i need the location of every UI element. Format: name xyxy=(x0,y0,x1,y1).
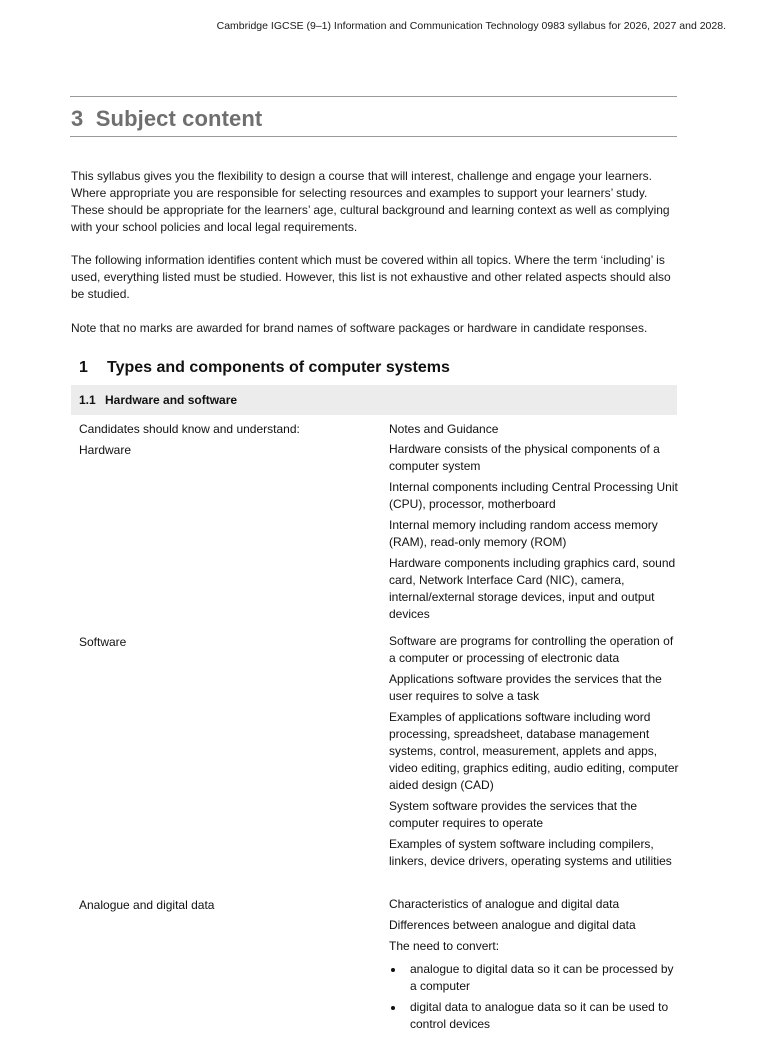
note-item: Hardware components including graphics card, sound card, Network Interface Card (NIC), camera, internal/external storage devices, input and output devices xyxy=(389,556,676,621)
note-item: Hardware consists of the physical components of a computer system xyxy=(389,442,660,473)
chapter-title xyxy=(71,106,262,132)
bullet-list xyxy=(389,961,679,1033)
section-title: Types and components of computer systems xyxy=(107,359,450,376)
note-item: Software are programs for controlling the operation of a computer or processing of electronic data xyxy=(389,634,674,665)
column-header-candidates: Candidates should know and understand: xyxy=(79,422,300,436)
notes-software xyxy=(389,633,679,874)
note-item: Examples of applications software including word processing, spreadsheet, database management systems, control, measurement, applets and apps, video editing, graphics editing, audio editing, computer aided design (CAD) xyxy=(389,710,679,792)
intro-paragraph-1: This syllabus gives you the flexibility to design a course that will interest, challenge and engage your learners. Where appropriate you are responsible for selecting resources and examples to support your learners’ study. These should be appropriate for the learners’ age, cultural background and learning context as well as complying with your school policies and local legal requirements. xyxy=(71,169,670,234)
section-number: 1 xyxy=(79,359,88,376)
note-item: Characteristics of analogue and digital data xyxy=(389,897,620,911)
running-header: Cambridge IGCSE (9–1) Information and Communication Technology 0983 syllabus for 2026, 2027 and 2028. xyxy=(216,20,726,32)
note-item: Internal memory including random access memory (RAM), read-only memory (ROM) xyxy=(389,518,658,549)
bullet-text: analogue to digital data so it can be processed by a computer xyxy=(410,962,674,993)
chapter-title-block xyxy=(70,96,677,137)
topic-hardware: Hardware xyxy=(79,443,132,457)
subsection-title-text: Hardware and software xyxy=(105,393,238,407)
note-item: Internal components including Central Processing Unit (CPU), processor, motherboard xyxy=(389,480,678,511)
note-item: System software provides the services that the computer requires to operate xyxy=(389,799,638,830)
bullet-item xyxy=(389,999,679,1033)
topic-analogue-digital-data: Analogue and digital data xyxy=(79,898,215,912)
chapter-number: 3 xyxy=(71,106,84,131)
note-item: Differences between analogue and digital data xyxy=(389,918,636,932)
subsection-number: 1.1 xyxy=(79,393,96,407)
bullet-dot-icon xyxy=(391,1006,395,1010)
section-heading xyxy=(79,359,450,377)
note-item: The need to convert: xyxy=(389,939,500,953)
notes-hardware xyxy=(389,441,679,627)
subsection-title xyxy=(79,393,237,407)
note-item: Applications software provides the services that the user requires to solve a task xyxy=(389,672,662,703)
chapter-title-text: Subject content xyxy=(95,106,263,131)
intro-paragraph-2: The following information identifies content which must be covered within all topics. Where the term ‘including’ is used, everything listed must be studied. However, this list is not exhaustive and other related aspects should also be studied. xyxy=(71,253,671,301)
bullet-item xyxy=(389,961,679,995)
intro-paragraph-3: Note that no marks are awarded for brand names of software packages or hardware in candidate responses. xyxy=(71,321,648,335)
subsection-header-bar xyxy=(71,385,677,415)
bullet-text: digital data to analogue data so it can be used to control devices xyxy=(410,1000,669,1031)
notes-analogue-digital-data xyxy=(389,896,679,1037)
column-header-notes: Notes and Guidance xyxy=(389,422,499,436)
topic-software: Software xyxy=(79,635,127,649)
bullet-dot-icon xyxy=(391,968,395,972)
note-item: Examples of system software including compilers, linkers, device drivers, operating systems and utilities xyxy=(389,837,672,868)
